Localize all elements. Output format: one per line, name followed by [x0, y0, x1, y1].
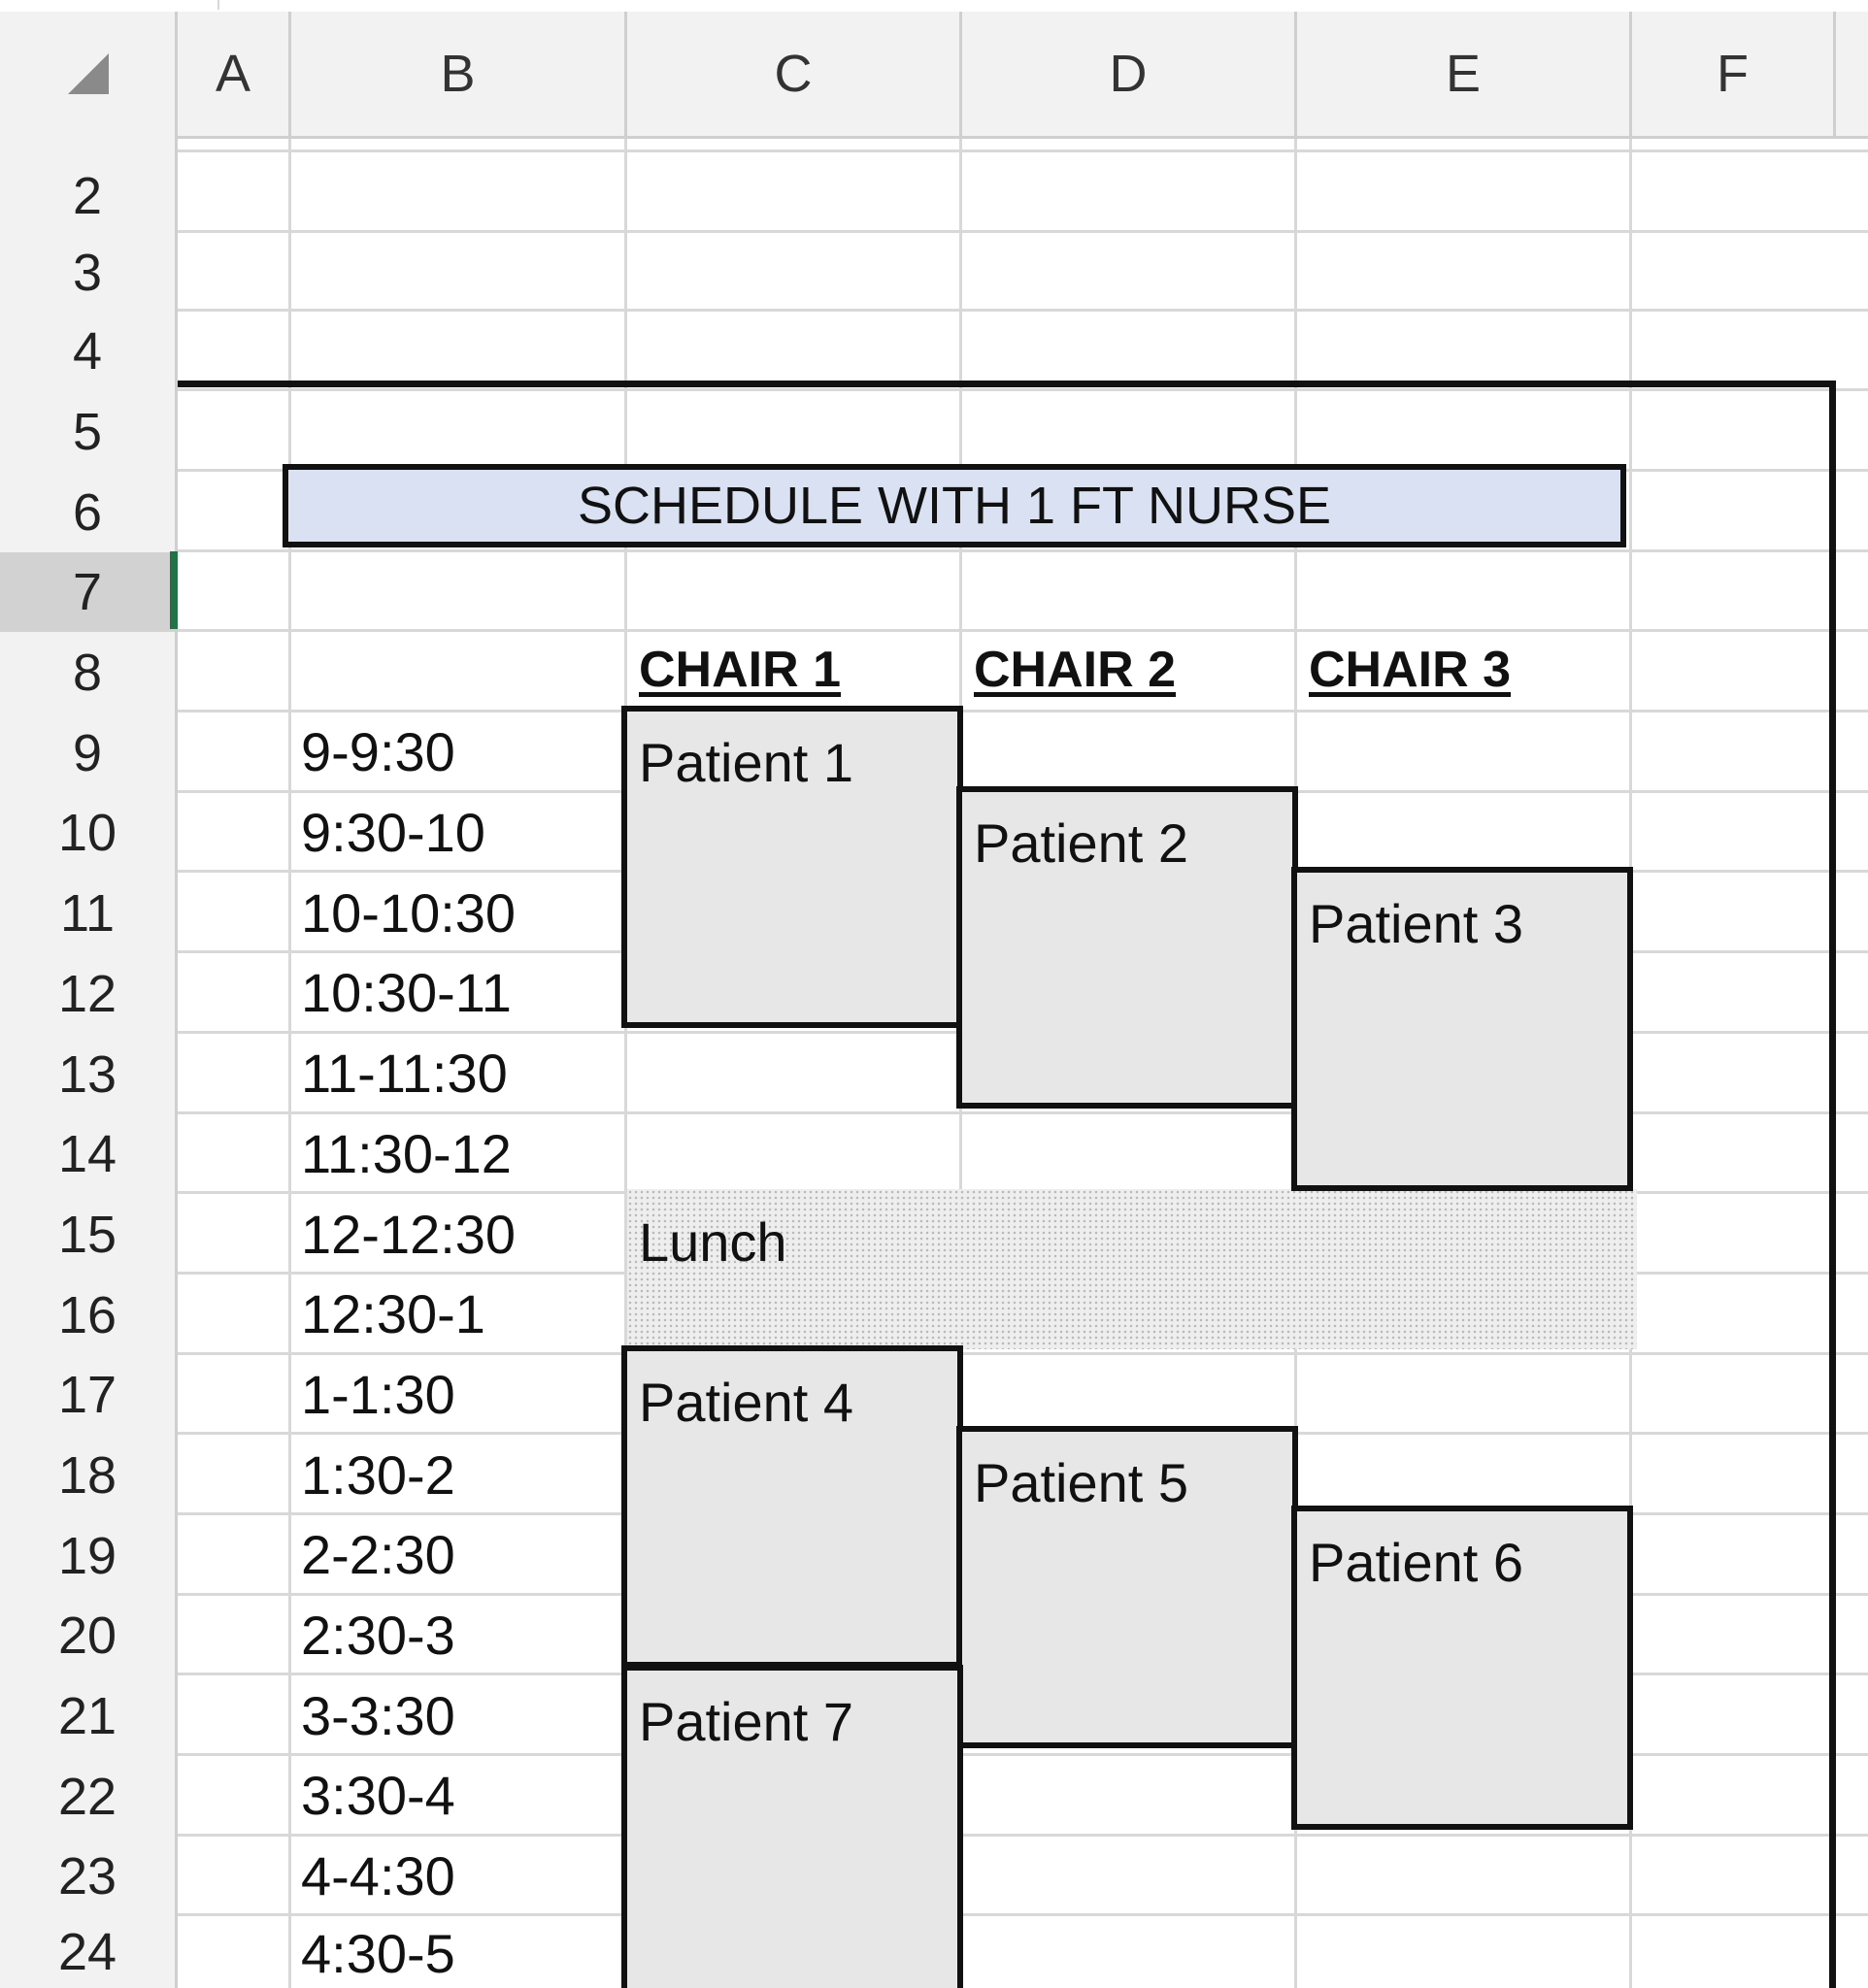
select-all-icon[interactable] [68, 53, 109, 94]
time-slot[interactable]: 9:30-10 [301, 802, 485, 863]
row-header-12[interactable]: 12 [57, 964, 117, 1023]
gridline [0, 388, 1868, 391]
patient-label: Patient 7 [639, 1691, 854, 1752]
time-slot[interactable]: 12:30-1 [301, 1283, 485, 1344]
time-slot[interactable]: 10:30-11 [301, 962, 512, 1023]
time-slot[interactable]: 11:30-12 [301, 1123, 512, 1184]
time-slot[interactable]: 4-4:30 [301, 1845, 455, 1906]
column-header-e[interactable]: E [1445, 45, 1482, 103]
schedule-title[interactable]: SCHEDULE WITH 1 FT NURSE [283, 464, 1626, 547]
patient-label: Patient 6 [1309, 1532, 1524, 1593]
patient-label: Patient 3 [1309, 893, 1524, 954]
gridline [288, 0, 291, 1988]
row-header-3[interactable]: 3 [72, 243, 103, 302]
time-slot[interactable]: 2-2:30 [301, 1524, 455, 1585]
row-header-18[interactable]: 18 [57, 1445, 117, 1505]
appointment-patient-1[interactable] [621, 706, 963, 1028]
row-header-11[interactable]: 11 [59, 883, 116, 943]
column-header-c[interactable]: C [774, 45, 813, 103]
row-header-10[interactable]: 10 [57, 804, 117, 862]
row-header-5[interactable]: 5 [72, 402, 103, 461]
gridline [0, 149, 1868, 152]
row-header-2[interactable]: 2 [72, 166, 103, 225]
column-header-b[interactable]: B [440, 45, 476, 103]
appointment-patient-7[interactable] [621, 1665, 963, 1988]
chair-1-header[interactable]: CHAIR 1 [639, 642, 842, 698]
column-header-d[interactable]: D [1109, 45, 1148, 103]
gridline [0, 230, 1868, 233]
patient-label: Patient 5 [974, 1452, 1189, 1513]
chair-3-header[interactable]: CHAIR 3 [1309, 642, 1512, 698]
time-slot[interactable]: 9-9:30 [301, 721, 455, 782]
row-header-6[interactable]: 6 [72, 482, 103, 542]
row-header-21[interactable]: 21 [57, 1686, 117, 1745]
time-slot[interactable]: 1-1:30 [301, 1364, 455, 1425]
patient-label: Patient 1 [639, 732, 854, 793]
time-slot[interactable]: 11-11:30 [301, 1043, 508, 1104]
time-slot[interactable]: 10-10:30 [301, 882, 517, 944]
gridline [0, 549, 1868, 552]
row-header-14[interactable]: 14 [57, 1125, 117, 1183]
time-slot[interactable]: 1:30-2 [301, 1444, 455, 1506]
appointment-patient-2[interactable] [956, 786, 1298, 1109]
time-slot[interactable]: 3:30-4 [301, 1765, 455, 1826]
row-header-15[interactable]: 15 [57, 1205, 117, 1264]
row-header-23[interactable]: 23 [57, 1847, 117, 1905]
row-header-7[interactable]: 7 [0, 552, 175, 632]
time-slot[interactable]: 4:30-5 [301, 1923, 455, 1984]
chair-2-header[interactable]: CHAIR 2 [974, 642, 1177, 698]
schedule-border-right [1829, 381, 1836, 1988]
patient-label: Patient 2 [974, 812, 1189, 874]
row-header-22[interactable]: 22 [57, 1767, 117, 1826]
column-header-f[interactable]: F [1717, 45, 1749, 103]
time-slot[interactable]: 12-12:30 [301, 1204, 517, 1265]
time-slot[interactable]: 2:30-3 [301, 1605, 455, 1666]
appointment-patient-4[interactable] [621, 1345, 963, 1668]
row-header-4[interactable]: 4 [72, 322, 103, 381]
schedule-border-top [178, 381, 1836, 387]
row-header-16[interactable]: 16 [57, 1285, 117, 1344]
active-cell-indicator [170, 551, 178, 629]
time-slot[interactable]: 3-3:30 [301, 1685, 455, 1746]
row-header-8[interactable]: 8 [72, 643, 103, 702]
lunch-label: Lunch [639, 1211, 787, 1273]
appointment-patient-3[interactable] [1291, 867, 1633, 1191]
row-header-17[interactable]: 17 [57, 1366, 117, 1424]
appointment-patient-6[interactable] [1291, 1506, 1633, 1830]
row-header-20[interactable]: 20 [57, 1607, 117, 1665]
row-header-9[interactable]: 9 [72, 723, 103, 782]
appointment-patient-5[interactable] [956, 1426, 1298, 1748]
row-header-13[interactable]: 13 [57, 1044, 117, 1104]
column-header-a[interactable]: A [215, 45, 251, 103]
patient-label: Patient 4 [639, 1372, 854, 1433]
lunch-block[interactable] [627, 1189, 1637, 1349]
gridline [0, 309, 1868, 312]
row-header-19[interactable]: 19 [57, 1526, 117, 1585]
row-header-24[interactable]: 24 [57, 1923, 117, 1981]
gridline [0, 629, 1868, 632]
